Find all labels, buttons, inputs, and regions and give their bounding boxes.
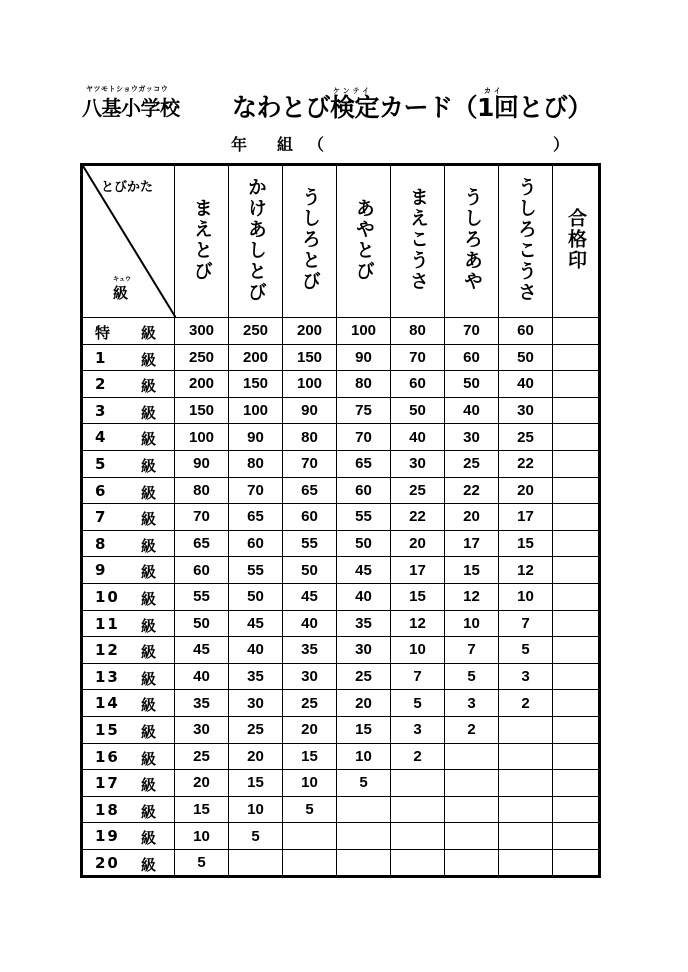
required-count-cell: 12	[445, 583, 499, 610]
table-row	[82, 690, 600, 717]
required-count-cell	[445, 796, 499, 823]
required-count-cell	[391, 849, 445, 877]
required-count-cell: 60	[391, 371, 445, 398]
required-count-cell: 80	[337, 371, 391, 398]
column-header-ushiroaya	[445, 165, 499, 318]
required-count-cell: 75	[337, 397, 391, 424]
grade-number: 16	[95, 747, 120, 766]
required-count-cell: 2	[445, 716, 499, 743]
required-count-cell: 60	[445, 344, 499, 371]
required-count-cell: 5	[175, 849, 229, 877]
required-count-cell: 60	[283, 504, 337, 531]
required-count-cell: 15	[445, 557, 499, 584]
required-count-cell	[229, 849, 283, 877]
required-count-cell: 10	[229, 796, 283, 823]
required-count-cell	[499, 770, 553, 797]
column-header-label: かけあしとび	[245, 176, 267, 303]
required-count-cell: 100	[283, 371, 337, 398]
required-count-cell: 150	[283, 344, 337, 371]
grade-number: 11	[95, 614, 120, 633]
required-count-cell: 5	[445, 663, 499, 690]
required-count-cell: 25	[445, 450, 499, 477]
column-header-maekousa	[391, 165, 445, 318]
required-count-cell: 55	[337, 504, 391, 531]
pass-stamp-cell[interactable]	[553, 716, 600, 743]
class-year-label: 年	[231, 135, 248, 154]
table-row	[82, 637, 600, 664]
required-count-cell: 65	[337, 450, 391, 477]
table-row	[82, 663, 600, 690]
grade-cell	[82, 663, 175, 690]
class-group-label: 組	[277, 135, 294, 154]
column-header-label: まえこうさ	[407, 187, 429, 292]
required-count-cell: 80	[391, 318, 445, 345]
grade-number: 14	[95, 694, 120, 713]
grade-cell	[82, 504, 175, 531]
grade-kyu-label: 級	[141, 802, 157, 821]
required-count-cell: 15	[283, 743, 337, 770]
grade-cell	[82, 770, 175, 797]
pass-stamp-cell[interactable]	[553, 371, 600, 398]
grade-number: 4	[95, 428, 108, 447]
required-count-cell: 22	[391, 504, 445, 531]
required-count-cell	[499, 743, 553, 770]
grade-kyu-label: 級	[141, 643, 157, 662]
required-count-cell: 70	[391, 344, 445, 371]
grade-number: 5	[95, 454, 108, 473]
column-header-kakeashitobi	[229, 165, 283, 318]
pass-stamp-cell[interactable]	[553, 397, 600, 424]
required-count-cell: 40	[175, 663, 229, 690]
required-count-cell: 60	[499, 318, 553, 345]
pass-stamp-cell[interactable]	[553, 557, 600, 584]
grade-number: 15	[95, 720, 120, 739]
table-row	[82, 583, 600, 610]
table-header-row	[82, 165, 600, 318]
grade-cell	[82, 530, 175, 557]
column-header-ayatobi	[337, 165, 391, 318]
required-count-cell: 10	[337, 743, 391, 770]
pass-stamp-cell[interactable]	[553, 450, 600, 477]
table-row	[82, 424, 600, 451]
required-count-cell: 3	[445, 690, 499, 717]
required-count-cell	[391, 796, 445, 823]
grade-kyu-label: 級	[141, 377, 157, 396]
required-count-cell: 25	[175, 743, 229, 770]
grade-kyu-label: 級	[141, 350, 157, 369]
required-count-cell: 20	[283, 716, 337, 743]
required-count-cell: 55	[283, 530, 337, 557]
required-count-cell: 20	[229, 743, 283, 770]
table-row	[82, 344, 600, 371]
required-count-cell: 25	[283, 690, 337, 717]
required-count-cell: 30	[175, 716, 229, 743]
required-count-cell: 55	[229, 557, 283, 584]
grade-kyu-label: 級	[141, 749, 157, 768]
required-count-cell: 3	[391, 716, 445, 743]
required-count-cell	[499, 796, 553, 823]
pass-stamp-cell[interactable]	[553, 530, 600, 557]
pass-stamp-cell[interactable]	[553, 504, 600, 531]
column-header-label: うしろとび	[299, 187, 321, 292]
required-count-cell: 20	[445, 504, 499, 531]
required-count-cell: 15	[499, 530, 553, 557]
required-count-cell: 15	[337, 716, 391, 743]
required-count-cell: 40	[229, 637, 283, 664]
table-row	[82, 318, 600, 345]
required-count-cell: 200	[175, 371, 229, 398]
column-header-pass-stamp	[553, 165, 600, 318]
table-row	[82, 823, 600, 850]
grade-cell	[82, 823, 175, 850]
required-count-cell: 17	[445, 530, 499, 557]
pass-stamp-cell[interactable]	[553, 849, 600, 877]
grade-number: 12	[95, 641, 120, 660]
grade-kyu-label: 級	[141, 510, 157, 529]
school-name-ruby: ヤツモトショウガッコウ	[86, 85, 169, 93]
required-count-cell: 30	[337, 637, 391, 664]
grade-kyu-label: 級	[141, 696, 157, 715]
required-count-cell: 70	[175, 504, 229, 531]
required-count-cell	[445, 849, 499, 877]
pass-stamp-cell[interactable]	[553, 663, 600, 690]
name-close-paren: ）	[553, 135, 570, 154]
required-count-cell: 30	[499, 397, 553, 424]
grade-number: 19	[95, 827, 120, 846]
table-row	[82, 796, 600, 823]
pass-stamp-cell[interactable]	[553, 770, 600, 797]
grade-label: 級	[113, 284, 129, 302]
required-count-cell: 70	[337, 424, 391, 451]
grade-cell	[82, 557, 175, 584]
grade-cell	[82, 849, 175, 877]
required-count-cell: 7	[445, 637, 499, 664]
column-header-ushirokousa	[499, 165, 553, 318]
required-count-cell: 30	[229, 690, 283, 717]
required-count-cell: 40	[391, 424, 445, 451]
required-count-cell: 7	[391, 663, 445, 690]
required-count-cell: 30	[391, 450, 445, 477]
required-count-cell: 90	[337, 344, 391, 371]
table-row	[82, 504, 600, 531]
required-count-cell: 70	[229, 477, 283, 504]
required-count-cell	[445, 770, 499, 797]
required-count-cell: 65	[283, 477, 337, 504]
column-header-ushirotobi	[283, 165, 337, 318]
required-count-cell: 5	[337, 770, 391, 797]
required-count-cell	[445, 823, 499, 850]
required-count-cell: 20	[499, 477, 553, 504]
grade-kyu-label: 級	[141, 403, 157, 422]
required-count-cell: 50	[229, 583, 283, 610]
grade-kyu-label: 級	[141, 536, 157, 555]
required-count-cell: 5	[499, 637, 553, 664]
table-row	[82, 450, 600, 477]
grade-cell	[82, 610, 175, 637]
table-row	[82, 849, 600, 877]
column-header-label: 合格印	[565, 208, 587, 271]
jump-type-label: とびかた	[101, 180, 154, 195]
grade-cell	[82, 371, 175, 398]
required-count-cell: 15	[175, 796, 229, 823]
required-count-cell: 65	[175, 530, 229, 557]
grade-kyu-label: 級	[141, 829, 157, 848]
name-open-paren: （	[308, 135, 325, 154]
grade-cell	[82, 637, 175, 664]
required-count-cell: 45	[229, 610, 283, 637]
required-count-cell: 50	[445, 371, 499, 398]
grade-cell	[82, 344, 175, 371]
required-count-cell: 25	[391, 477, 445, 504]
page-title: なわとび検定カード（1回とび）	[232, 93, 592, 122]
required-count-cell: 12	[391, 610, 445, 637]
required-count-cell: 20	[337, 690, 391, 717]
grade-cell	[82, 318, 175, 345]
required-count-cell: 17	[499, 504, 553, 531]
required-count-cell: 22	[499, 450, 553, 477]
table-row	[82, 477, 600, 504]
required-count-cell: 35	[175, 690, 229, 717]
required-count-cell: 90	[229, 424, 283, 451]
required-count-cell: 90	[283, 397, 337, 424]
required-count-cell: 100	[337, 318, 391, 345]
grade-number: 17	[95, 774, 120, 793]
table-row	[82, 371, 600, 398]
pass-stamp-cell[interactable]	[553, 823, 600, 850]
grade-kyu-label: 級	[141, 776, 157, 795]
required-count-cell: 50	[283, 557, 337, 584]
required-count-cell: 12	[499, 557, 553, 584]
required-count-cell: 45	[337, 557, 391, 584]
grade-cell	[82, 424, 175, 451]
grade-number: 6	[95, 481, 108, 500]
required-count-cell	[499, 823, 553, 850]
grade-number: 18	[95, 800, 120, 819]
required-count-cell	[391, 823, 445, 850]
grade-number: 8	[95, 534, 108, 553]
required-count-cell: 200	[229, 344, 283, 371]
pass-stamp-cell[interactable]	[553, 610, 600, 637]
required-count-cell: 250	[175, 344, 229, 371]
pass-stamp-cell[interactable]	[553, 583, 600, 610]
grade-cell	[82, 583, 175, 610]
required-count-cell: 25	[229, 716, 283, 743]
grade-number: 13	[95, 667, 120, 686]
required-count-cell: 17	[391, 557, 445, 584]
required-count-cell: 45	[175, 637, 229, 664]
grade-kyu-label: 級	[141, 563, 157, 582]
required-count-cell: 5	[229, 823, 283, 850]
title-ruby-kai: カイ	[484, 87, 504, 95]
required-count-cell: 25	[499, 424, 553, 451]
grade-number: 7	[95, 508, 108, 527]
required-count-cell: 90	[175, 450, 229, 477]
grade-kyu-label: 級	[141, 722, 157, 741]
required-count-cell: 40	[445, 397, 499, 424]
certification-table	[80, 163, 601, 878]
grade-kyu-label: 級	[141, 430, 157, 449]
grade-cell	[82, 716, 175, 743]
pass-stamp-cell[interactable]	[553, 477, 600, 504]
grade-label-ruby: キュウ	[113, 276, 132, 283]
grade-number: 特	[95, 324, 113, 342]
required-count-cell	[283, 849, 337, 877]
pass-stamp-cell[interactable]	[553, 690, 600, 717]
required-count-cell: 60	[175, 557, 229, 584]
required-count-cell: 30	[283, 663, 337, 690]
required-count-cell: 10	[445, 610, 499, 637]
column-header-maetobi	[175, 165, 229, 318]
required-count-cell: 5	[283, 796, 337, 823]
pass-stamp-cell[interactable]	[553, 743, 600, 770]
required-count-cell: 40	[283, 610, 337, 637]
school-name: 八基小学校	[82, 96, 180, 120]
grade-kyu-label: 級	[141, 483, 157, 502]
grade-kyu-label: 級	[141, 855, 157, 874]
required-count-cell: 20	[391, 530, 445, 557]
pass-stamp-cell[interactable]	[553, 637, 600, 664]
table-row	[82, 770, 600, 797]
table-row	[82, 716, 600, 743]
required-count-cell: 10	[391, 637, 445, 664]
required-count-cell: 80	[283, 424, 337, 451]
required-count-cell: 15	[229, 770, 283, 797]
required-count-cell: 10	[283, 770, 337, 797]
required-count-cell: 7	[499, 610, 553, 637]
required-count-cell	[283, 823, 337, 850]
required-count-cell: 20	[175, 770, 229, 797]
corner-header-cell	[82, 165, 175, 318]
grade-kyu-label: 級	[141, 589, 157, 608]
grade-number: 3	[95, 401, 108, 420]
required-count-cell: 10	[175, 823, 229, 850]
required-count-cell: 65	[229, 504, 283, 531]
grade-kyu-label: 級	[141, 669, 157, 688]
required-count-cell: 80	[229, 450, 283, 477]
table-row	[82, 610, 600, 637]
required-count-cell: 30	[445, 424, 499, 451]
required-count-cell: 150	[229, 371, 283, 398]
grade-kyu-label: 級	[141, 456, 157, 475]
grade-number: 20	[95, 853, 120, 872]
required-count-cell: 70	[445, 318, 499, 345]
required-count-cell: 35	[229, 663, 283, 690]
grade-cell	[82, 397, 175, 424]
required-count-cell: 200	[283, 318, 337, 345]
required-count-cell	[499, 716, 553, 743]
pass-stamp-cell[interactable]	[553, 424, 600, 451]
required-count-cell: 45	[283, 583, 337, 610]
grade-number: 10	[95, 587, 120, 606]
required-count-cell: 22	[445, 477, 499, 504]
required-count-cell: 150	[175, 397, 229, 424]
table-row	[82, 530, 600, 557]
grade-cell	[82, 450, 175, 477]
required-count-cell: 25	[337, 663, 391, 690]
required-count-cell	[337, 796, 391, 823]
required-count-cell: 5	[391, 690, 445, 717]
table-row	[82, 557, 600, 584]
required-count-cell	[337, 849, 391, 877]
required-count-cell: 70	[283, 450, 337, 477]
grade-kyu-label: 級	[141, 324, 157, 342]
required-count-cell: 80	[175, 477, 229, 504]
required-count-cell: 300	[175, 318, 229, 345]
grade-cell	[82, 743, 175, 770]
grade-kyu-label: 級	[141, 616, 157, 635]
required-count-cell	[499, 849, 553, 877]
required-count-cell: 100	[229, 397, 283, 424]
table-row	[82, 397, 600, 424]
required-count-cell: 40	[499, 371, 553, 398]
required-count-cell: 100	[175, 424, 229, 451]
grade-cell	[82, 796, 175, 823]
pass-stamp-cell[interactable]	[553, 344, 600, 371]
required-count-cell	[391, 770, 445, 797]
required-count-cell: 15	[391, 583, 445, 610]
pass-stamp-cell[interactable]	[553, 796, 600, 823]
name-field[interactable]	[330, 132, 550, 152]
required-count-cell: 35	[283, 637, 337, 664]
required-count-cell: 55	[175, 583, 229, 610]
required-count-cell: 2	[499, 690, 553, 717]
grade-cell	[82, 690, 175, 717]
column-header-label: あやとび	[353, 197, 375, 282]
required-count-cell: 40	[337, 583, 391, 610]
table-row	[82, 743, 600, 770]
required-count-cell: 2	[391, 743, 445, 770]
required-count-cell: 3	[499, 663, 553, 690]
title-ruby-kentei: ケンテイ	[333, 87, 373, 95]
required-count-cell: 50	[391, 397, 445, 424]
required-count-cell: 250	[229, 318, 283, 345]
required-count-cell: 50	[337, 530, 391, 557]
required-count-cell: 35	[337, 610, 391, 637]
column-header-label: うしろあや	[461, 187, 483, 292]
required-count-cell	[337, 823, 391, 850]
grade-number: 2	[95, 375, 108, 394]
grade-cell	[82, 477, 175, 504]
column-header-label: まえとび	[191, 197, 213, 282]
pass-stamp-cell[interactable]	[553, 318, 600, 345]
required-count-cell: 60	[229, 530, 283, 557]
required-count-cell: 60	[337, 477, 391, 504]
grade-number: 1	[95, 348, 108, 367]
required-count-cell: 50	[499, 344, 553, 371]
grade-number: 9	[95, 561, 108, 580]
required-count-cell: 50	[175, 610, 229, 637]
column-header-label: うしろこうさ	[515, 176, 537, 303]
required-count-cell	[445, 743, 499, 770]
required-count-cell: 10	[499, 583, 553, 610]
